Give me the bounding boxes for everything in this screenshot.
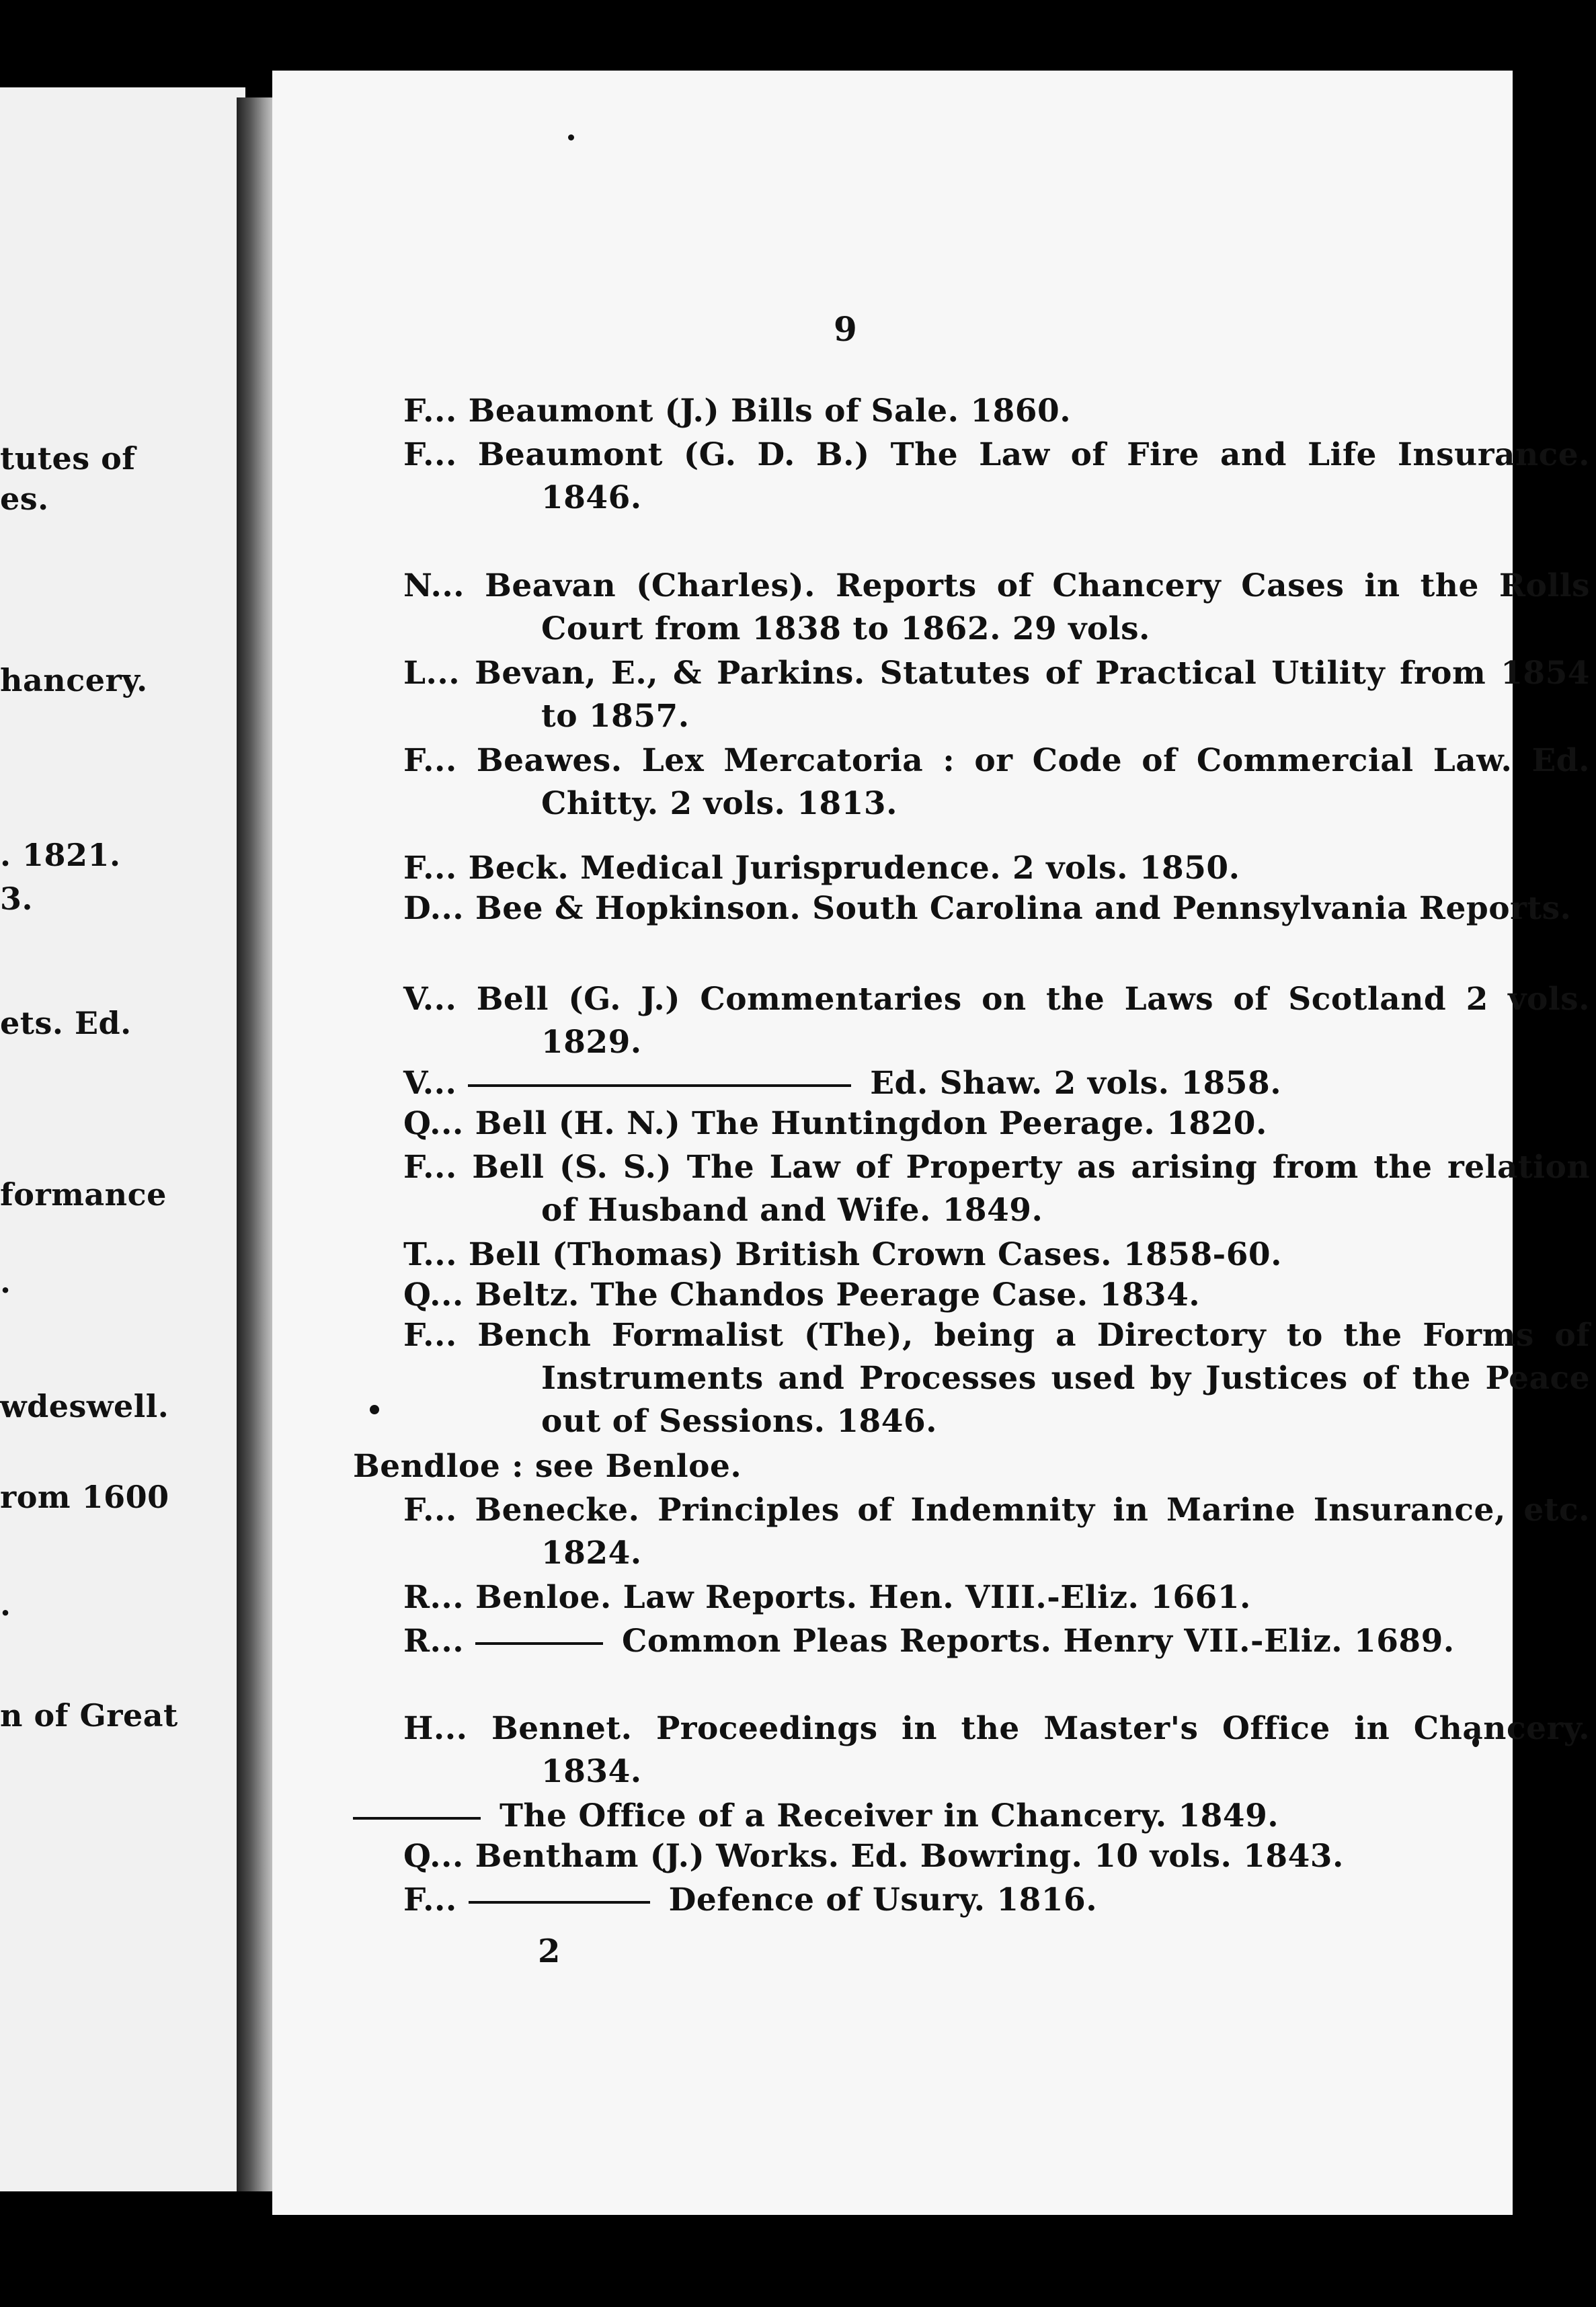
left-page-text-fragment: ets. Ed.	[0, 1005, 132, 1041]
shelf-letter: F...	[403, 1149, 473, 1186]
catalogue-entry	[353, 1445, 1540, 1488]
catalogue-entry	[403, 565, 1590, 651]
shelf-letter: F...	[403, 1317, 478, 1354]
entry-text: Beawes. Lex Mercatoria : or Code of Commercial Law. Ed. Chitty. 2 vols. 1813.	[476, 742, 1590, 822]
ditto-rule	[469, 1901, 650, 1904]
ditto-rule	[475, 1642, 603, 1645]
left-page-text-fragment: tutes of	[0, 440, 136, 477]
entry-text: Defence of Usury. 1816.	[668, 1881, 1098, 1918]
page-number: 9	[834, 309, 857, 349]
entry-text: Beck. Medical Jurisprudence. 2 vols. 1850.	[468, 850, 1240, 887]
catalogue-entry	[403, 390, 1590, 433]
entry-text: Bevan, E., & Parkins. Statutes of Practical Utility from 1854 to 1857.	[475, 655, 1591, 735]
catalogue-entry	[403, 887, 1590, 930]
shelf-letter: N...	[403, 567, 485, 604]
left-page-text-fragment: wdeswell.	[0, 1388, 169, 1424]
left-page-text-fragment: hancery.	[0, 662, 148, 698]
left-page-text-fragment: n of Great	[0, 1697, 178, 1734]
book-spine	[237, 97, 276, 2191]
entry-text: Bell (H. N.) The Huntingdon Peerage. 1820.	[475, 1105, 1267, 1142]
ditto-rule	[353, 1817, 481, 1820]
shelf-letter: V...	[403, 981, 477, 1018]
left-page-text-fragment: 3.	[0, 881, 34, 917]
ditto-rule	[468, 1084, 851, 1087]
left-page-text-fragment: .	[0, 1586, 11, 1623]
shelf-letter: F...	[403, 393, 469, 430]
entry-text: Bentham (J.) Works. Ed. Bowring. 10 vols. 1843.	[475, 1838, 1344, 1875]
left-page-text-fragment: . 1821.	[0, 837, 121, 873]
left-page-text-fragment: .	[0, 1264, 11, 1300]
ink-speck	[568, 134, 574, 140]
shelf-letter: L...	[403, 655, 475, 692]
shelf-letter: F...	[403, 850, 469, 887]
catalogue-entry	[403, 1146, 1590, 1232]
catalogue-entry	[403, 739, 1590, 825]
shelf-letter: F...	[403, 1881, 469, 1918]
signature-mark: 2	[538, 1933, 561, 1970]
entry-text: Bell (G. J.) Commentaries on the Laws of Scotland 2 vols. 1829.	[476, 981, 1590, 1061]
catalogue-entry	[403, 1489, 1590, 1575]
catalogue-entry	[403, 1879, 1590, 1922]
shelf-letter: F...	[403, 1492, 475, 1529]
entry-text: Bee & Hopkinson. South Carolina and Pennsylvania Reports.	[475, 890, 1572, 927]
left-page-text-fragment: es.	[0, 481, 49, 517]
catalogue-entry	[403, 1274, 1590, 1317]
entry-text: Beltz. The Chandos Peerage Case. 1834.	[475, 1277, 1201, 1313]
shelf-letter: R...	[403, 1579, 476, 1616]
catalogue-entry	[403, 1062, 1590, 1105]
entry-text: Beaumont (J.) Bills of Sale. 1860.	[468, 393, 1072, 430]
left-page-text-fragment: formance	[0, 1176, 167, 1213]
shelf-letter: R...	[403, 1623, 476, 1660]
entry-text: Beavan (Charles). Reports of Chancery Cases in the Rolls Court from 1838 to 1862. 29 vols.	[485, 567, 1591, 647]
shelf-letter: H...	[403, 1710, 491, 1747]
entry-text: The Office of a Receiver in Chancery. 1849.	[500, 1797, 1279, 1834]
shelf-letter: D...	[403, 890, 476, 927]
entry-text: Bench Formalist (The), being a Directory to the Forms of Instruments and Processes used by Justices of the Peace out of Sessions. 1846.	[477, 1317, 1590, 1440]
entry-text: Ed. Shaw. 2 vols. 1858.	[870, 1065, 1282, 1102]
entry-text: Benecke. Principles of Indemnity in Marine Insurance, etc. 1824.	[475, 1492, 1590, 1572]
entry-text: Benloe. Law Reports. Hen. VIII.-Eliz. 1661.	[475, 1579, 1251, 1616]
shelf-letter: Q...	[403, 1838, 475, 1875]
catalogue-entry	[403, 652, 1590, 738]
catalogue-entry	[403, 1835, 1590, 1878]
catalogue-entry	[403, 1314, 1590, 1443]
entry-text: Bendloe : see Benloe.	[353, 1448, 742, 1485]
catalogue-entry	[403, 1707, 1590, 1793]
entry-text: Common Pleas Reports. Henry VII.-Eliz. 1689.	[622, 1623, 1455, 1660]
catalogue-entry	[403, 434, 1590, 520]
shelf-letter: T...	[403, 1236, 469, 1273]
right-page	[272, 71, 1591, 2215]
shelf-letter: V...	[403, 1065, 469, 1102]
entry-text: Beaumont (G. D. B.) The Law of Fire and Life Insurance. 1846.	[477, 436, 1590, 516]
left-page	[0, 87, 245, 2191]
shelf-letter: F...	[403, 436, 478, 473]
left-page-text-fragment: rom 1600	[0, 1479, 169, 1515]
ink-speck	[370, 1405, 379, 1414]
catalogue-entry	[403, 978, 1590, 1064]
shelf-letter: Q...	[403, 1277, 475, 1313]
catalogue-entry	[403, 847, 1590, 890]
catalogue-entry	[403, 1795, 1540, 1838]
shelf-letter: Q...	[403, 1105, 475, 1142]
entry-text: Bell (Thomas) British Crown Cases. 1858-60.	[468, 1236, 1282, 1273]
catalogue-entry	[403, 1576, 1590, 1619]
entry-text: Bell (S. S.) The Law of Property as arising from the relation of Husband and Wife. 1849.	[472, 1149, 1591, 1229]
catalogue-entry	[403, 1620, 1590, 1663]
catalogue-entry	[403, 1102, 1590, 1145]
catalogue-entry	[403, 1233, 1590, 1277]
shelf-letter: F...	[403, 742, 477, 779]
entry-text: Bennet. Proceedings in the Master's Office in Chancery. 1834.	[491, 1710, 1591, 1790]
